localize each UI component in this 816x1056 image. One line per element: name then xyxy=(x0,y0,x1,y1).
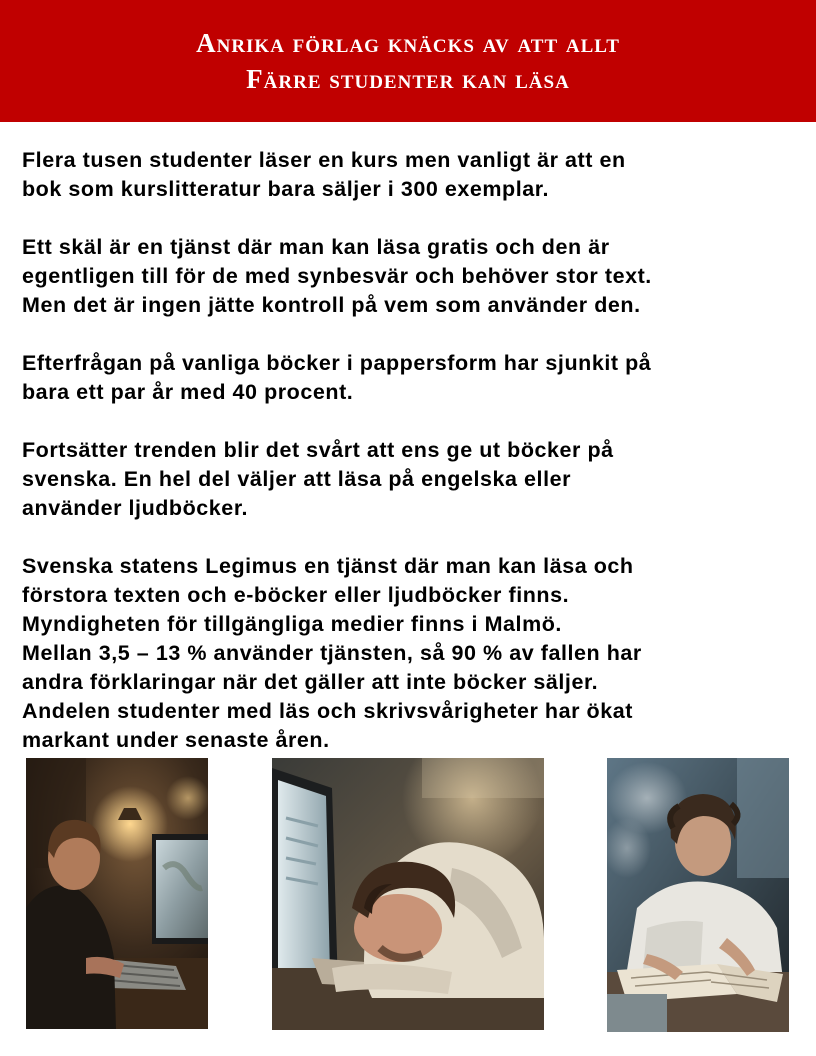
photo-student-asleep xyxy=(272,758,544,1030)
title-line-1: Anrika förlag knäcks av att allt xyxy=(196,28,620,58)
text-line: svenska. En hel del väljer att läsa på engelska eller xyxy=(22,467,572,491)
photo-student-at-computer xyxy=(26,758,208,1029)
text-line: Men det är ingen jätte kontroll på vem som använder den. xyxy=(22,293,641,317)
text-line: Mellan 3,5 – 13 % använder tjänsten, så 90 % av fallen har xyxy=(22,641,642,665)
paragraph-2 xyxy=(22,233,807,320)
text-line: bok som kurslitteratur bara säljer i 300 exemplar. xyxy=(22,177,550,201)
text-line: Flera tusen studenter läser en kurs men vanligt är att en xyxy=(22,148,626,172)
header-banner xyxy=(0,0,816,122)
text-line: Myndigheten för tillgängliga medier finns i Malmö. xyxy=(22,612,562,636)
text-line: andra förklaringar när det gäller att inte böcker säljer. xyxy=(22,670,599,694)
text-line: egentligen till för de med synbesvär och behöver stor text. xyxy=(22,264,652,288)
text-line: Svenska statens Legimus en tjänst där man kan läsa och xyxy=(22,554,634,578)
article-body xyxy=(22,146,807,784)
paragraph-5 xyxy=(22,552,807,755)
text-line: förstora texten och e-böcker eller ljudböcker finns. xyxy=(22,583,570,607)
title-line-2: Färre studenter kan läsa xyxy=(246,64,570,94)
paragraph-4 xyxy=(22,436,807,523)
text-line: Fortsätter trenden blir det svårt att ens ge ut böcker på xyxy=(22,438,614,462)
paragraph-1 xyxy=(22,146,807,204)
text-line: Efterfrågan på vanliga böcker i pappersform har sjunkit på xyxy=(22,351,652,375)
paragraph-3 xyxy=(22,349,807,407)
text-line: använder ljudböcker. xyxy=(22,496,249,520)
text-line: Ett skäl är en tjänst där man kan läsa gratis och den är xyxy=(22,235,610,259)
text-line: Andelen studenter med läs och skrivsvårigheter har ökat xyxy=(22,699,633,723)
text-line: bara ett par år med 40 procent. xyxy=(22,380,354,404)
photo-student-writing xyxy=(607,758,789,1032)
text-line: markant under senaste åren. xyxy=(22,728,330,752)
